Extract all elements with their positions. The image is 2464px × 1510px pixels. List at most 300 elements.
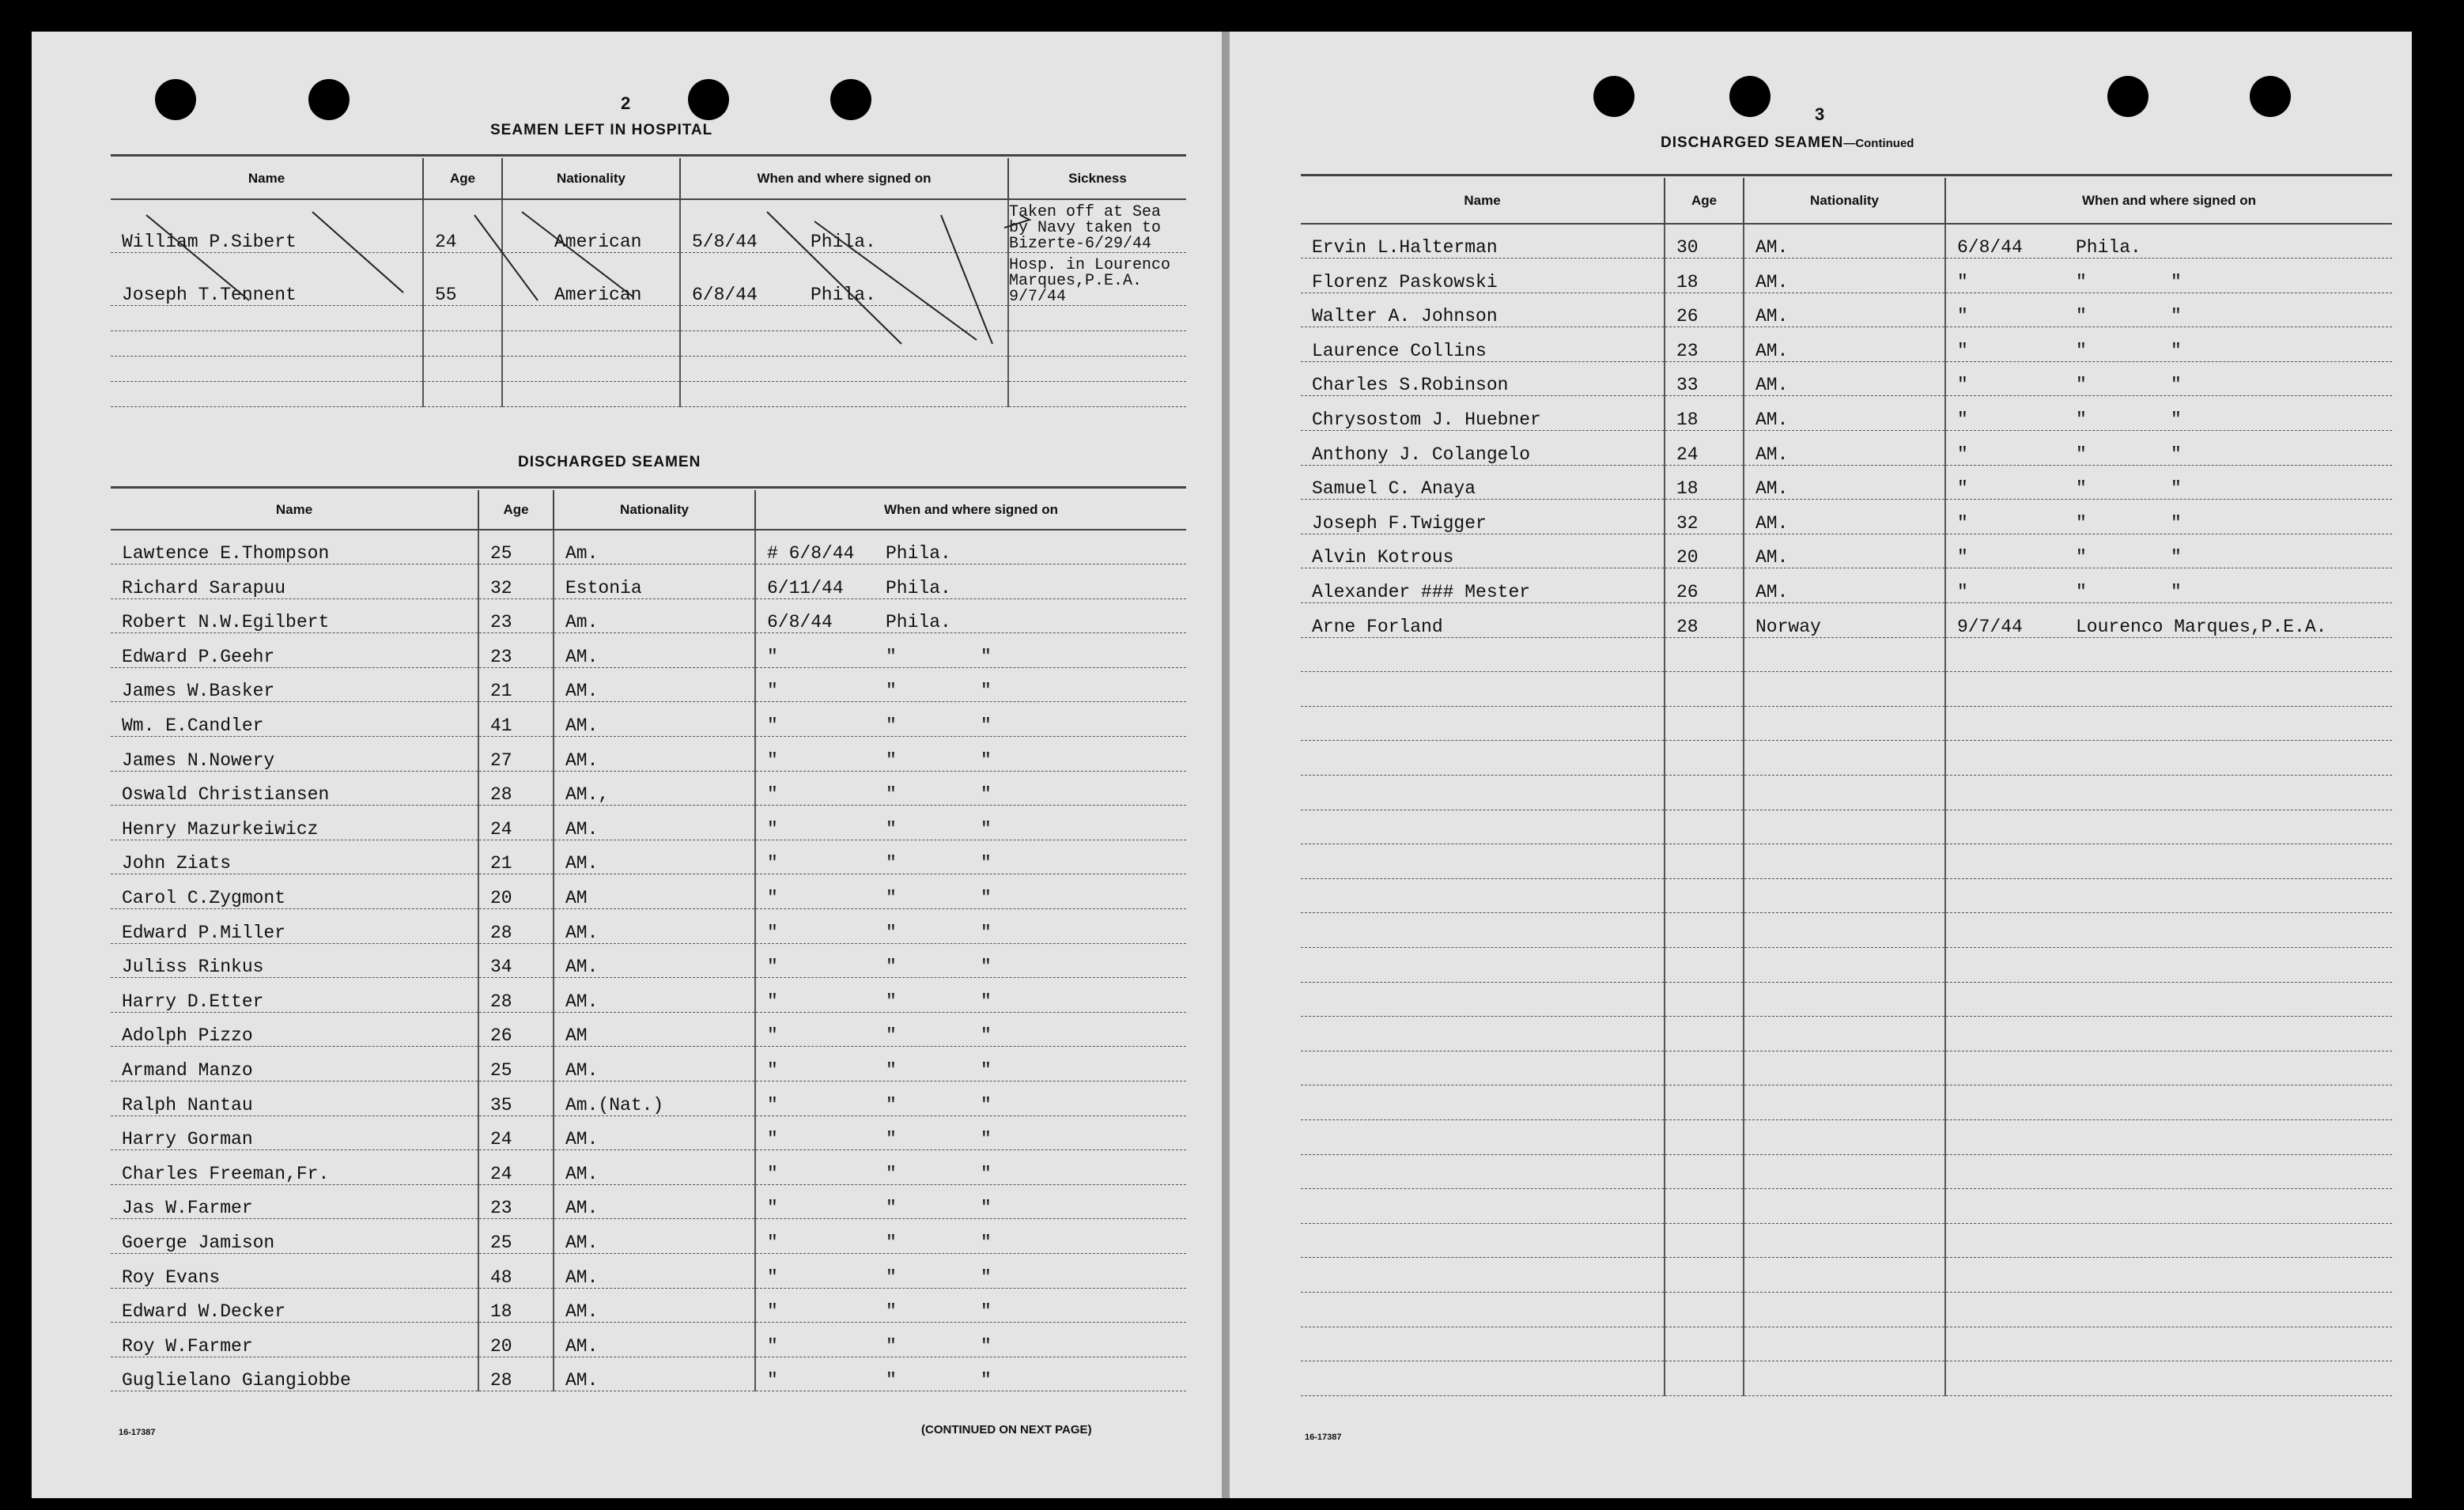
signed-on-cell bbox=[755, 840, 1186, 874]
blank-row bbox=[111, 331, 1186, 357]
signed-on-ditto: " bbox=[981, 1232, 992, 1253]
blank-cell bbox=[502, 331, 680, 357]
blank-row bbox=[1301, 1154, 2392, 1189]
seaman-age: 21 bbox=[478, 840, 554, 874]
blank-cell bbox=[1301, 1292, 1665, 1327]
punch-hole bbox=[2250, 76, 2291, 117]
table-row bbox=[1301, 293, 2392, 327]
blank-cell bbox=[1301, 706, 1665, 741]
seaman-age: 20 bbox=[1665, 534, 1744, 568]
signed-on-cell bbox=[755, 1253, 1186, 1288]
signed-on-date: " bbox=[767, 818, 778, 840]
blank-cell bbox=[1744, 947, 1945, 982]
signed-on-date: " bbox=[767, 681, 778, 702]
blank-cell bbox=[1744, 1292, 1945, 1327]
signed-on-ditto: " bbox=[981, 784, 992, 806]
signed-on-place: Phila. bbox=[2076, 237, 2141, 259]
seaman-age: 18 bbox=[1665, 396, 1744, 431]
discharged-heading: DISCHARGED SEAMEN bbox=[518, 454, 701, 470]
signed-on-date: " bbox=[767, 1129, 778, 1150]
seaman-name: Alexander ### Mester bbox=[1301, 568, 1665, 603]
seaman-name: Arne Forland bbox=[1301, 603, 1665, 638]
seaman-nationality: AM. bbox=[554, 1357, 755, 1391]
signed-on-cell bbox=[1945, 534, 2392, 568]
blank-cell bbox=[1008, 331, 1186, 357]
blank-cell bbox=[111, 306, 423, 331]
signed-on-place: " bbox=[886, 818, 897, 840]
signed-on-place: Phila. bbox=[886, 577, 951, 598]
seaman-nationality: AM. bbox=[1744, 500, 1945, 534]
signed-on-cell bbox=[755, 564, 1186, 599]
blank-row bbox=[1301, 1051, 2392, 1085]
table-row bbox=[111, 1323, 1186, 1357]
blank-cell bbox=[1744, 1154, 1945, 1189]
signed-on-ditto: " bbox=[981, 1370, 992, 1391]
signed-on-cell bbox=[755, 633, 1186, 668]
signed-on-cell bbox=[680, 199, 1008, 253]
seaman-age: 28 bbox=[478, 909, 554, 944]
sickness-note: Hosp. in Lourenco Marques,P.E.A. 9/7/44 bbox=[1008, 253, 1186, 306]
signed-on-cell bbox=[755, 1323, 1186, 1357]
table-row bbox=[1301, 361, 2392, 396]
seaman-name: Charles Freeman,Fr. bbox=[111, 1150, 478, 1185]
seaman-name: Joseph T.Tennent bbox=[111, 253, 423, 306]
seaman-age: 28 bbox=[478, 771, 554, 806]
blank-cell bbox=[1665, 947, 1744, 982]
seaman-name: Armand Manzo bbox=[111, 1047, 478, 1082]
blank-cell bbox=[1744, 741, 1945, 776]
signed-on-cell bbox=[755, 667, 1186, 702]
signed-on-ditto: " bbox=[2171, 547, 2182, 568]
table-row bbox=[111, 840, 1186, 874]
punch-hole bbox=[688, 79, 729, 120]
blank-cell bbox=[423, 331, 502, 357]
seaman-nationality: AM. bbox=[554, 1116, 755, 1150]
seaman-age: 18 bbox=[1665, 259, 1744, 293]
signed-on-place: " bbox=[886, 957, 897, 978]
signed-on-cell bbox=[755, 530, 1186, 564]
signed-on-date: " bbox=[1957, 271, 1968, 293]
signed-on-ditto: " bbox=[981, 1025, 992, 1047]
seaman-nationality: AM. bbox=[554, 1323, 755, 1357]
blank-cell bbox=[1301, 1085, 1665, 1120]
blank-row bbox=[1301, 1361, 2392, 1396]
blank-cell bbox=[1744, 1223, 1945, 1258]
seaman-age: 25 bbox=[478, 1047, 554, 1082]
seaman-age: 25 bbox=[478, 1219, 554, 1254]
blank-cell bbox=[111, 331, 423, 357]
blank-cell bbox=[502, 357, 680, 382]
signed-on-place: " bbox=[886, 853, 897, 874]
signed-on-date: " bbox=[767, 1301, 778, 1323]
seaman-age: 24 bbox=[478, 1116, 554, 1150]
signed-on-place: " bbox=[2076, 306, 2087, 327]
blank-cell bbox=[1945, 741, 2392, 776]
seaman-nationality: AM. bbox=[554, 737, 755, 772]
signed-on-place: " bbox=[886, 715, 897, 737]
blank-cell bbox=[1744, 637, 1945, 672]
signed-on-place: Phila. bbox=[811, 232, 876, 252]
blank-cell bbox=[1665, 776, 1744, 810]
blank-row bbox=[1301, 1017, 2392, 1051]
blank-cell bbox=[1008, 357, 1186, 382]
blank-cell bbox=[1945, 776, 2392, 810]
seaman-name: Samuel C. Anaya bbox=[1301, 465, 1665, 500]
table-row bbox=[1301, 224, 2392, 259]
blank-row bbox=[1301, 1292, 2392, 1327]
signed-on-place: " bbox=[2076, 444, 2087, 465]
signed-on-cell bbox=[1945, 361, 2392, 396]
signed-on-cell bbox=[755, 1357, 1186, 1391]
table-row bbox=[111, 1219, 1186, 1254]
signed-on-cell bbox=[755, 737, 1186, 772]
signed-on-cell bbox=[755, 943, 1186, 978]
heading-suffix: —Continued bbox=[1843, 137, 1914, 150]
signed-on-cell bbox=[1945, 396, 2392, 431]
blank-cell bbox=[1301, 810, 1665, 844]
seaman-age: 26 bbox=[1665, 293, 1744, 327]
seaman-age: 26 bbox=[1665, 568, 1744, 603]
seaman-name: Wm. E.Candler bbox=[111, 702, 478, 737]
seaman-nationality: AM. bbox=[554, 978, 755, 1013]
table-row bbox=[111, 667, 1186, 702]
signed-on-place: " bbox=[2076, 410, 2087, 431]
signed-on-cell bbox=[755, 771, 1186, 806]
seaman-name: Guglielano Giangiobbe bbox=[111, 1357, 478, 1391]
signed-on-place: Phila. bbox=[811, 285, 876, 305]
seaman-age: 24 bbox=[1665, 431, 1744, 466]
signed-on-place: " bbox=[886, 1129, 897, 1150]
column-header-sickness: Sickness bbox=[1008, 158, 1186, 199]
signed-on-cell bbox=[755, 874, 1186, 909]
blank-cell bbox=[1945, 1361, 2392, 1396]
blank-cell bbox=[1744, 1327, 1945, 1361]
signed-on-cell bbox=[755, 1219, 1186, 1254]
signed-on-place: Phila. bbox=[886, 543, 951, 564]
heading-text: DISCHARGED SEAMEN bbox=[1661, 134, 1844, 151]
left-page bbox=[32, 32, 1222, 1498]
seaman-age: 23 bbox=[478, 633, 554, 668]
seaman-name: Florenz Paskowski bbox=[1301, 259, 1665, 293]
seaman-nationality: Am. bbox=[554, 530, 755, 564]
blank-cell bbox=[1744, 1051, 1945, 1085]
signed-on-ditto: " bbox=[2171, 512, 2182, 534]
blank-cell bbox=[1665, 1361, 1744, 1396]
signed-on-date: 6/11/44 bbox=[767, 577, 844, 598]
blank-cell bbox=[680, 306, 1008, 331]
signed-on-date: " bbox=[767, 888, 778, 909]
signed-on-cell bbox=[1945, 224, 2392, 259]
blank-cell bbox=[502, 306, 680, 331]
table-row bbox=[1301, 500, 2392, 534]
blank-cell bbox=[1945, 844, 2392, 879]
signed-on-date: " bbox=[767, 922, 778, 943]
blank-cell bbox=[1301, 637, 1665, 672]
seaman-name: Roy Evans bbox=[111, 1253, 478, 1288]
signed-on-cell bbox=[1945, 465, 2392, 500]
seaman-name: James N.Nowery bbox=[111, 737, 478, 772]
signed-on-date: # 6/8/44 bbox=[767, 543, 855, 564]
blank-cell bbox=[1665, 1258, 1744, 1293]
column-header-age: Age bbox=[1665, 178, 1744, 224]
table-row bbox=[111, 1184, 1186, 1219]
punch-hole bbox=[155, 79, 196, 120]
blank-cell bbox=[1744, 672, 1945, 707]
seaman-nationality: AM. bbox=[1744, 465, 1945, 500]
discharged-continued-table bbox=[1301, 178, 2392, 1396]
table-row bbox=[111, 771, 1186, 806]
blank-cell bbox=[1744, 982, 1945, 1017]
signed-on-date: " bbox=[1957, 306, 1968, 327]
blank-cell bbox=[1945, 810, 2392, 844]
seaman-nationality: AM bbox=[554, 1012, 755, 1047]
signed-on-ditto: " bbox=[981, 715, 992, 737]
blank-cell bbox=[1301, 776, 1665, 810]
signed-on-cell bbox=[755, 1047, 1186, 1082]
signed-on-date: 6/8/44 bbox=[692, 285, 758, 305]
table-row bbox=[111, 1012, 1186, 1047]
table-row bbox=[111, 978, 1186, 1013]
column-header-signed-on: When and where signed on bbox=[755, 490, 1186, 530]
seaman-age: 55 bbox=[423, 253, 502, 306]
column-header-nationality: Nationality bbox=[502, 158, 680, 199]
signed-on-ditto: " bbox=[981, 991, 992, 1012]
table-row bbox=[1301, 396, 2392, 431]
blank-cell bbox=[1945, 1327, 2392, 1361]
seaman-age: 23 bbox=[478, 1184, 554, 1219]
signed-on-cell bbox=[755, 806, 1186, 840]
signed-on-ditto: " bbox=[2171, 410, 2182, 431]
signed-on-place: Lourenco Marques,P.E.A. bbox=[2076, 616, 2327, 637]
seaman-age: 24 bbox=[478, 1150, 554, 1185]
seaman-nationality: AM., bbox=[554, 771, 755, 806]
table-row bbox=[111, 909, 1186, 944]
signed-on-cell bbox=[755, 978, 1186, 1013]
signed-on-cell bbox=[1945, 431, 2392, 466]
blank-row bbox=[1301, 672, 2392, 707]
page-gutter bbox=[1222, 32, 1230, 1498]
punch-hole bbox=[2107, 76, 2148, 117]
blank-row bbox=[111, 306, 1186, 331]
blank-cell bbox=[1945, 982, 2392, 1017]
seaman-age: 20 bbox=[478, 1323, 554, 1357]
table-row bbox=[111, 806, 1186, 840]
page-number: 2 bbox=[621, 93, 631, 113]
signed-on-ditto: " bbox=[981, 1129, 992, 1150]
signed-on-ditto: " bbox=[981, 1301, 992, 1323]
table-row bbox=[111, 1047, 1186, 1082]
blank-cell bbox=[1301, 1017, 1665, 1051]
blank-cell bbox=[1665, 1154, 1744, 1189]
signed-on-cell bbox=[755, 1082, 1186, 1116]
table-row bbox=[111, 530, 1186, 564]
signed-on-place: " bbox=[886, 991, 897, 1012]
seaman-name: Chrysostom J. Huebner bbox=[1301, 396, 1665, 431]
table-row bbox=[111, 564, 1186, 599]
seaman-name: Adolph Pizzo bbox=[111, 1012, 478, 1047]
seaman-name: Roy W.Farmer bbox=[111, 1323, 478, 1357]
table-row bbox=[111, 1150, 1186, 1185]
form-code: 16-17387 bbox=[1305, 1433, 1342, 1442]
signed-on-cell bbox=[1945, 259, 2392, 293]
signed-on-date: " bbox=[767, 1267, 778, 1288]
blank-cell bbox=[1945, 1189, 2392, 1224]
blank-cell bbox=[1945, 637, 2392, 672]
blank-cell bbox=[1945, 1258, 2392, 1293]
seaman-nationality: Norway bbox=[1744, 603, 1945, 638]
signed-on-ditto: " bbox=[981, 1094, 992, 1116]
signed-on-place: " bbox=[886, 1198, 897, 1219]
blank-cell bbox=[1744, 1085, 1945, 1120]
blank-cell bbox=[1665, 844, 1744, 879]
seaman-age: 41 bbox=[478, 702, 554, 737]
signed-on-date: " bbox=[767, 1335, 778, 1357]
seaman-age: 23 bbox=[478, 598, 554, 633]
seaman-name: Edward W.Decker bbox=[111, 1288, 478, 1323]
signed-on-ditto: " bbox=[981, 888, 992, 909]
blank-cell bbox=[1744, 844, 1945, 879]
signed-on-ditto: " bbox=[981, 957, 992, 978]
table-row bbox=[111, 702, 1186, 737]
seaman-nationality: Am. bbox=[554, 598, 755, 633]
blank-cell bbox=[1744, 1361, 1945, 1396]
signed-on-place: " bbox=[886, 922, 897, 943]
blank-cell bbox=[1301, 1154, 1665, 1189]
signed-on-ditto: " bbox=[981, 681, 992, 702]
signed-on-date: " bbox=[1957, 375, 1968, 396]
blank-row bbox=[1301, 741, 2392, 776]
signed-on-date: " bbox=[767, 991, 778, 1012]
signed-on-date: " bbox=[767, 1094, 778, 1116]
signed-on-place: " bbox=[886, 1335, 897, 1357]
blank-cell bbox=[1945, 1017, 2392, 1051]
seaman-age: 25 bbox=[478, 530, 554, 564]
seaman-nationality: Estonia bbox=[554, 564, 755, 599]
table-top-rule bbox=[1301, 174, 2392, 176]
seaman-nationality: AM. bbox=[1744, 361, 1945, 396]
blank-cell bbox=[423, 357, 502, 382]
blank-row bbox=[1301, 1327, 2392, 1361]
signed-on-date: " bbox=[767, 715, 778, 737]
seaman-nationality: AM. bbox=[554, 702, 755, 737]
seaman-name: Henry Mazurkeiwicz bbox=[111, 806, 478, 840]
signed-on-place: " bbox=[886, 646, 897, 667]
seaman-name: Oswald Christiansen bbox=[111, 771, 478, 806]
signed-on-ditto: " bbox=[981, 1267, 992, 1288]
signed-on-place: " bbox=[2076, 547, 2087, 568]
blank-cell bbox=[1665, 1189, 1744, 1224]
column-header-name: Name bbox=[111, 490, 478, 530]
seaman-age: 35 bbox=[478, 1082, 554, 1116]
seaman-name: Edward P.Miller bbox=[111, 909, 478, 944]
column-header-age: Age bbox=[478, 490, 554, 530]
signed-on-cell bbox=[755, 1116, 1186, 1150]
blank-cell bbox=[1301, 844, 1665, 879]
seaman-nationality: American bbox=[502, 199, 680, 253]
column-header-name: Name bbox=[1301, 178, 1665, 224]
signed-on-date: " bbox=[1957, 340, 1968, 361]
table-row bbox=[111, 253, 1186, 306]
blank-cell bbox=[1301, 741, 1665, 776]
seaman-nationality: AM. bbox=[1744, 431, 1945, 466]
seaman-nationality: AM. bbox=[1744, 327, 1945, 362]
signed-on-place: " bbox=[886, 888, 897, 909]
seaman-nationality: AM. bbox=[554, 1150, 755, 1185]
seaman-name: Charles S.Robinson bbox=[1301, 361, 1665, 396]
blank-cell bbox=[1744, 1189, 1945, 1224]
blank-cell bbox=[1744, 776, 1945, 810]
table-row bbox=[111, 1357, 1186, 1391]
blank-cell bbox=[1301, 1119, 1665, 1154]
discharged-continued-heading bbox=[1661, 134, 1914, 152]
seaman-name: Edward P.Geehr bbox=[111, 633, 478, 668]
blank-cell bbox=[423, 382, 502, 407]
signed-on-date: " bbox=[767, 1198, 778, 1219]
blank-cell bbox=[680, 357, 1008, 382]
seaman-age: 27 bbox=[478, 737, 554, 772]
signed-on-place: " bbox=[886, 1267, 897, 1288]
blank-row bbox=[1301, 1085, 2392, 1120]
table-row bbox=[111, 1253, 1186, 1288]
table-row bbox=[111, 1082, 1186, 1116]
seaman-age: 21 bbox=[478, 667, 554, 702]
seaman-nationality: AM. bbox=[554, 806, 755, 840]
signed-on-date: 5/8/44 bbox=[692, 232, 758, 252]
signed-on-place: " bbox=[886, 749, 897, 771]
blank-cell bbox=[1945, 1085, 2392, 1120]
seaman-name: Lawtence E.Thompson bbox=[111, 530, 478, 564]
blank-cell bbox=[423, 306, 502, 331]
blank-cell bbox=[1301, 878, 1665, 913]
signed-on-ditto: " bbox=[981, 922, 992, 943]
column-header-nationality: Nationality bbox=[1744, 178, 1945, 224]
column-header-signed-on: When and where signed on bbox=[1945, 178, 2392, 224]
signed-on-cell bbox=[755, 598, 1186, 633]
signed-on-place: " bbox=[886, 1370, 897, 1391]
punch-hole bbox=[1729, 76, 1771, 117]
blank-row bbox=[1301, 1189, 2392, 1224]
blank-cell bbox=[1665, 878, 1744, 913]
table-row bbox=[1301, 603, 2392, 638]
blank-row bbox=[1301, 1258, 2392, 1293]
table-row bbox=[1301, 327, 2392, 362]
signed-on-date: " bbox=[1957, 478, 1968, 500]
blank-cell bbox=[111, 357, 423, 382]
column-header-name: Name bbox=[111, 158, 423, 199]
blank-cell bbox=[1301, 672, 1665, 707]
blank-cell bbox=[680, 331, 1008, 357]
signed-on-place: " bbox=[886, 1232, 897, 1253]
blank-cell bbox=[1665, 1017, 1744, 1051]
blank-cell bbox=[1744, 878, 1945, 913]
signed-on-cell bbox=[755, 702, 1186, 737]
blank-cell bbox=[1945, 1154, 2392, 1189]
blank-row bbox=[111, 357, 1186, 382]
signed-on-date: " bbox=[767, 853, 778, 874]
blank-cell bbox=[1301, 913, 1665, 948]
signed-on-date: " bbox=[767, 1060, 778, 1081]
sickness-note: Taken off at Sea by Navy taken to Bizerte-6/29/44 bbox=[1008, 199, 1186, 253]
blank-row bbox=[1301, 982, 2392, 1017]
page-number: 3 bbox=[1815, 104, 1825, 124]
blank-cell bbox=[1665, 1119, 1744, 1154]
table-row bbox=[1301, 534, 2392, 568]
blank-cell bbox=[1744, 810, 1945, 844]
signed-on-place: " bbox=[2076, 340, 2087, 361]
signed-on-date: " bbox=[1957, 547, 1968, 568]
blank-cell bbox=[1665, 1223, 1744, 1258]
seaman-nationality: AM. bbox=[554, 667, 755, 702]
